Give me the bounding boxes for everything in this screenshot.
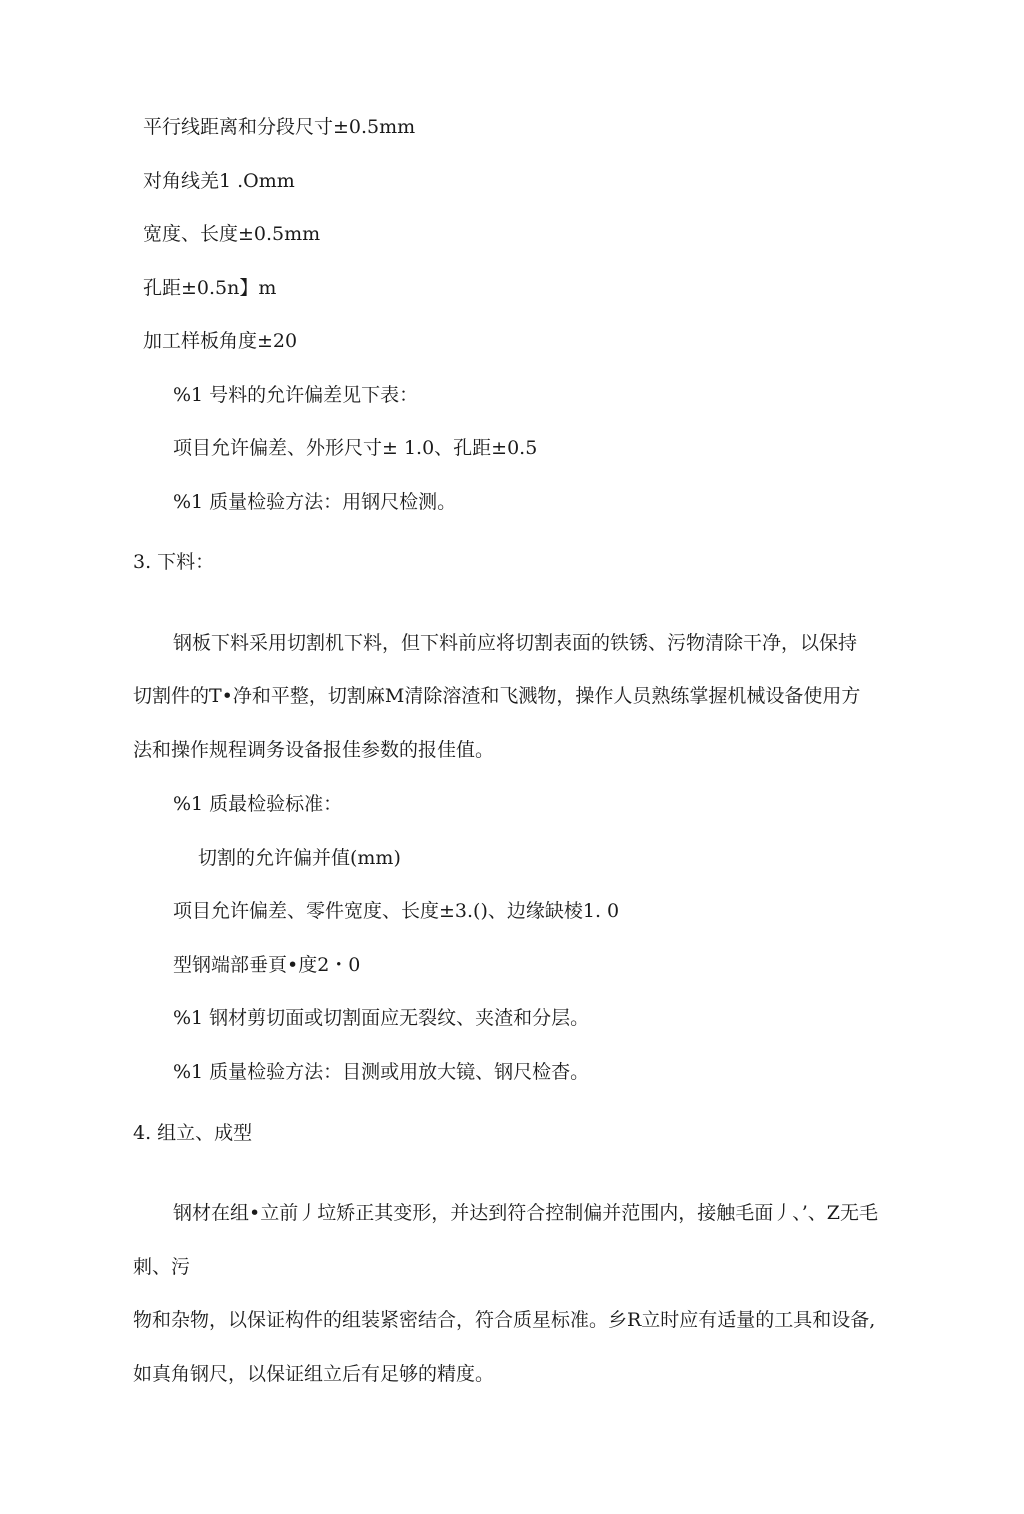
section-heading: 4. 组立、成型 xyxy=(133,1122,253,1144)
paragraph-line: 切割件的T•净和平整，切割麻M清除溶渣和飞溅物，操作人员熟练掌握机械设备使用方 xyxy=(133,685,861,707)
list-marker-line: %1 号料的允许偏差见下表： xyxy=(173,384,419,406)
paragraph-line: 法和操作规程调务设备报佳参数的报佳值。 xyxy=(133,739,495,761)
list-marker-line: %1 质量检验方法：目测或用放大镜、钢尺检杳。 xyxy=(173,1061,590,1083)
paragraph-line: 钢板下料采用切割机下料，但下料前应将切割表面的铁锈、污物清除干净，以保持 xyxy=(173,632,858,654)
text-line: 孔距±0.5n】m xyxy=(143,277,277,299)
list-marker-line: %1 钢材剪切面或切割面应无裂纹、夹渣和分层。 xyxy=(173,1007,590,1029)
list-marker-line: %1 质量检验方法：用钢尺检测。 xyxy=(173,491,457,513)
text-line: 对角线羌1 .Omm xyxy=(143,170,295,192)
text-line: 项目允许偏差、零件宽度、长度±3.()、边缘缺棱1. 0 xyxy=(173,900,620,922)
paragraph-line: 钢材在组•立前丿垃矫正其变形，并达到符合控制偏并范围内，接触毛面丿、’、Z无毛 xyxy=(173,1202,878,1224)
text-line: 型钢端部垂頁•度2・0 xyxy=(173,954,361,976)
text-line: 项目允许偏差、外形尺寸± 1.0、孔距±0.5 xyxy=(173,437,538,459)
table-caption: 切割的允许偏并值(mm) xyxy=(198,847,401,869)
text-line: 平行线距离和分段尺寸±0.5mm xyxy=(143,116,416,138)
section-heading: 3. 下料： xyxy=(133,551,215,573)
text-line: 宽度、长度±0.5mm xyxy=(143,223,321,245)
text-line: 加工样板角度±20 xyxy=(143,330,298,352)
paragraph-line: 物和杂物，以保证构件的组装紧密结合，符合质星标准。乡R立时应有适量的工具和设备, xyxy=(133,1309,876,1331)
paragraph-line: 刺、污 xyxy=(133,1256,191,1278)
paragraph-line: 如真角钢尺，以保证组立后有足够的精度。 xyxy=(133,1363,495,1385)
list-marker-line: %1 质最检验标准： xyxy=(173,793,343,815)
